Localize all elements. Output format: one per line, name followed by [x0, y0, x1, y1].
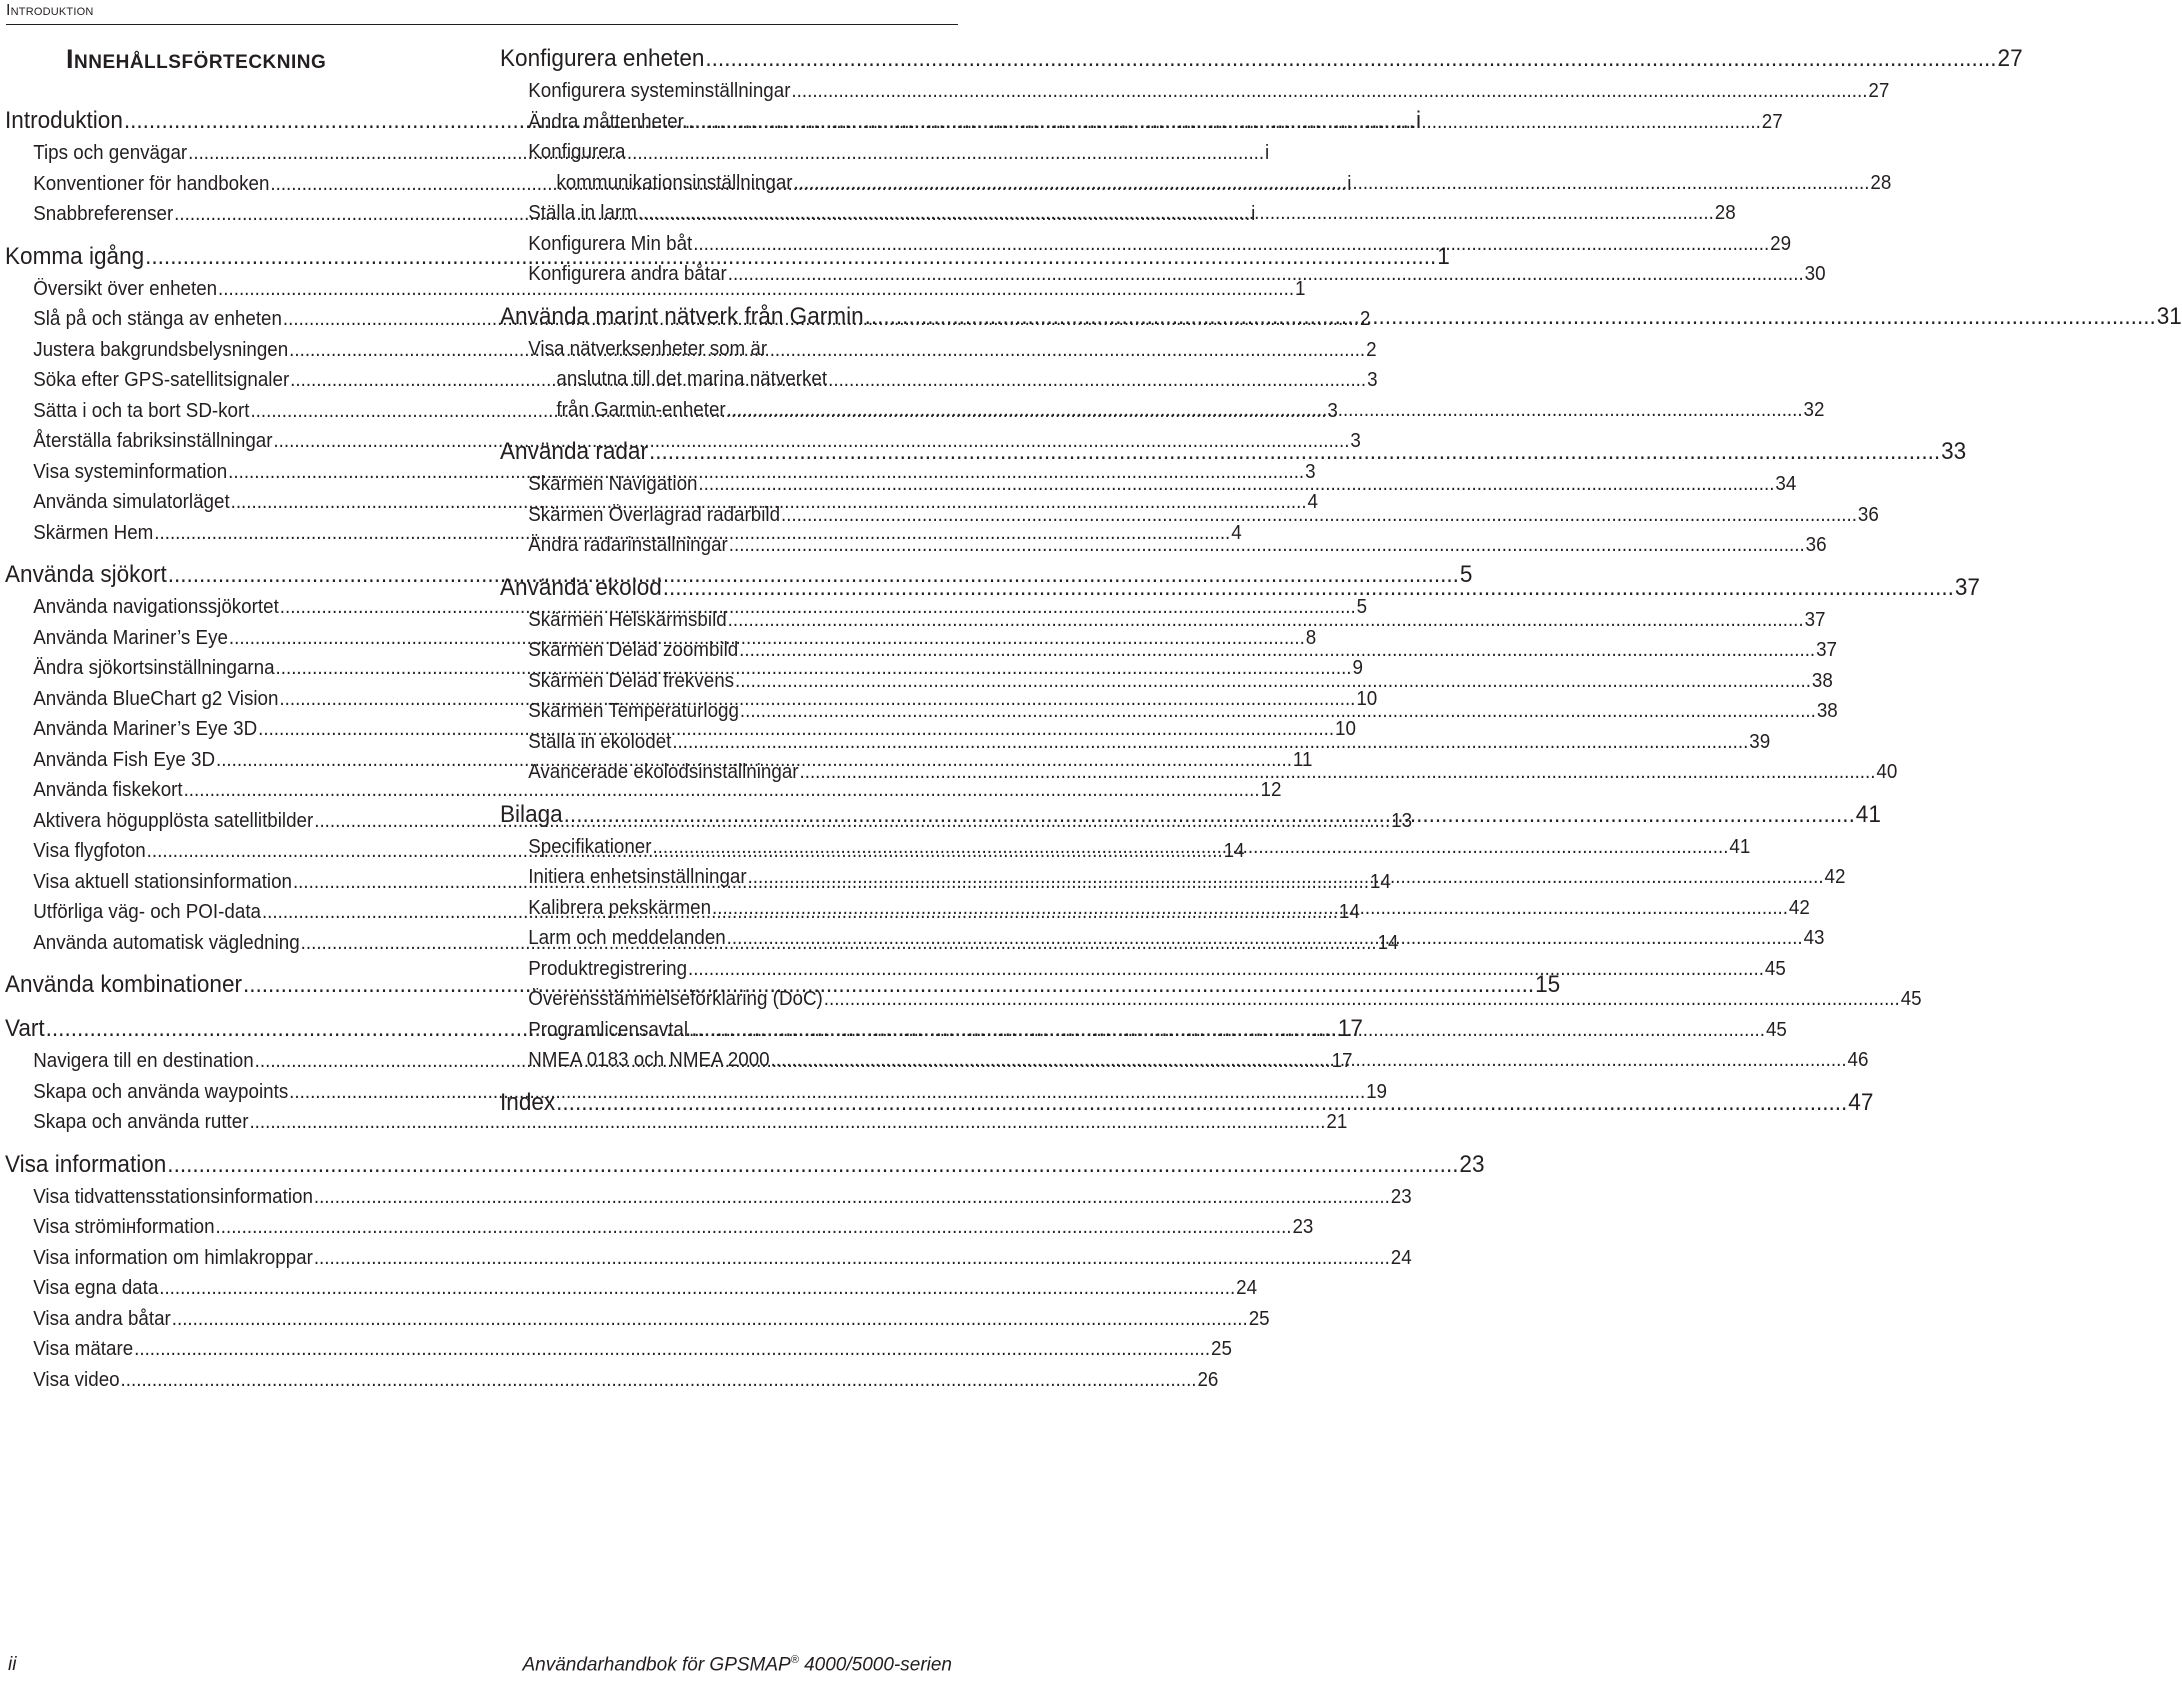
toc-leader-dots — [121, 1365, 1197, 1396]
toc-entry-title: Ändra radarinställningar — [528, 534, 728, 556]
toc-entry-page: 24 — [1236, 1277, 1258, 1299]
toc-entry-page: 25 — [1248, 1307, 1270, 1330]
toc-entry-page: 1 — [1437, 242, 1450, 270]
toc-entry-page: i — [1265, 142, 1270, 164]
toc-entry-page: 30 — [1804, 263, 1826, 285]
toc-entry-title: Skärmen Hem — [33, 521, 154, 544]
toc-leader-dots — [735, 666, 1811, 697]
toc-entry-page: 2 — [1359, 308, 1371, 330]
toc-leader-dots — [728, 605, 1804, 636]
toc-entry-page: 37 — [1954, 573, 1980, 601]
toc-section-entry — [500, 500, 1879, 531]
toc-entry-title: Använda ekolod — [500, 573, 662, 601]
toc-leader-dots — [740, 696, 1816, 727]
toc-entry-title: Använda sjökort — [5, 561, 167, 588]
toc-entry-title: Använda Mariner’s Eye — [33, 626, 228, 649]
toc-entry-title: Specifikationer — [528, 835, 652, 858]
toc-entry-page: 14 — [1223, 840, 1245, 862]
toc-section-entry — [5, 1212, 1314, 1243]
toc-entry-title: Visa video — [33, 1368, 120, 1391]
toc-leader-dots — [314, 1243, 1390, 1274]
toc-entry-page: 3 — [1305, 460, 1316, 483]
toc-entry-title: Komma igång — [5, 242, 145, 270]
toc-entry-title: Konfigurera systeminställningar — [528, 80, 791, 102]
toc-entry-page: 11 — [1292, 748, 1313, 771]
toc-entry-page: 45 — [1764, 957, 1786, 980]
toc-entry-title: Använda simulatorläget — [33, 491, 230, 513]
toc-entry-title: Kalibrera pekskärmen — [528, 896, 712, 919]
toc-entry-page: 27 — [1868, 80, 1890, 102]
toc-leader-dots — [748, 862, 1824, 893]
toc-entry-title: Navigera till en destination — [33, 1050, 254, 1072]
toc-section-entry — [5, 1304, 1270, 1335]
toc-leader-dots — [727, 395, 1803, 426]
toc-leader-dots — [824, 984, 1900, 1015]
toc-entry-page: 4 — [1231, 521, 1242, 544]
toc-leader-dots — [799, 757, 1875, 788]
toc-chapter-entry — [500, 42, 2023, 76]
toc-entry-title: Konfigurera Min båt — [528, 232, 693, 255]
toc-entry-title: Visa nätverksenheter som är — [528, 337, 768, 360]
toc-entry-page: 15 — [1535, 971, 1561, 998]
toc-entry-title: Visa systeminformation — [33, 460, 228, 483]
toc-section-entry — [5, 1273, 1258, 1304]
toc-entry-title: Använda fiskekort — [33, 779, 183, 801]
toc-entry-title: Konfigurera — [528, 141, 626, 163]
toc-entry-page: 42 — [1788, 896, 1810, 919]
toc-entry-title: kommunikationsinställningar — [556, 171, 793, 194]
toc-entry-title: Ändra sjökortsinställningarna — [33, 657, 275, 679]
toc-entry-page: 13 — [1391, 809, 1413, 832]
toc-entry-title: Söka efter GPS-satellitsignaler — [33, 369, 290, 391]
toc-entry-title: Visa aktuell stationsinformation — [33, 870, 293, 893]
toc-leader-dots — [216, 1212, 1292, 1243]
toc-entry-page: 2 — [1366, 338, 1377, 361]
toc-entry-page: 17 — [1331, 1050, 1353, 1072]
toc-entry-page: 10 — [1335, 718, 1356, 740]
toc-entry-page: 37 — [1816, 639, 1838, 661]
toc-section-entry — [500, 666, 1833, 697]
toc-entry-title: Använda automatisk vägledning — [33, 931, 300, 954]
toc-entry-page: i — [1347, 172, 1352, 195]
toc-leader-dots — [649, 435, 1940, 469]
toc-leader-dots — [172, 1304, 1248, 1335]
toc-chapter-entry — [500, 435, 1967, 469]
toc-entry-page: 41 — [1729, 835, 1751, 858]
toc-entry-page: 46 — [1847, 1049, 1869, 1071]
toc-entry-page: 25 — [1211, 1338, 1232, 1360]
toc-chapter-entry — [5, 1148, 1485, 1182]
toc-leader-dots — [739, 635, 1815, 666]
toc-leader-dots — [791, 76, 1867, 107]
toc-entry-title: Visa tidvattensstationsinformation — [33, 1185, 313, 1208]
toc-leader-dots — [728, 259, 1804, 290]
toc-section-entry — [500, 635, 1838, 666]
toc-entry-page: 21 — [1326, 1111, 1348, 1133]
toc-entry-title: Avancerade ekolodsinställningar — [528, 761, 799, 783]
toc-entry-page: 14 — [1338, 901, 1360, 923]
toc-section-entry — [500, 198, 1736, 229]
toc-leader-dots — [689, 1015, 1765, 1046]
toc-entry-page: 3 — [1367, 369, 1378, 391]
toc-leader-dots — [729, 530, 1805, 561]
toc-entry-page: 28 — [1870, 171, 1892, 194]
toc-leader-dots — [865, 300, 2156, 334]
toc-entry-page: 27 — [1997, 45, 2023, 72]
toc-entry-title: Använda navigationssjökortet — [33, 596, 279, 618]
toc-entry-title: Utförliga väg- och POI-data — [33, 901, 262, 923]
toc-entry-title: Konfigurera andra båtar — [528, 263, 727, 285]
toc-entry-title: Skapa och använda waypoints — [33, 1080, 289, 1103]
toc-entry-title: Snabbreferenser — [33, 203, 174, 225]
toc-section-entry — [500, 76, 1890, 107]
toc-leader-dots — [685, 107, 1761, 138]
toc-entry-page: 28 — [1714, 202, 1736, 224]
toc-entry-title: Översikt över enheten — [33, 277, 218, 300]
toc-entry-page: 5 — [1459, 561, 1473, 588]
toc-entry-page: 24 — [1390, 1246, 1412, 1269]
toc-entry-title: Skärmen Delad zoombild — [528, 639, 739, 661]
manual-title-prefix: Användarhandbok för GPSMAP — [522, 1654, 791, 1676]
toc-section-entry — [5, 1365, 1219, 1396]
toc-section-entry — [500, 107, 1783, 138]
toc-entry-page: 45 — [1900, 988, 1922, 1010]
toc-entry-title: Använda radar — [500, 438, 649, 465]
toc-leader-dots — [693, 229, 1769, 260]
toc-entry-title: Sätta i och ta bort SD-kort — [33, 399, 250, 422]
toc-entry-page: 29 — [1770, 232, 1792, 255]
toc-entry-page: 42 — [1824, 866, 1846, 888]
toc-chapter-entry — [500, 300, 2182, 334]
toc-entry-page: 37 — [1804, 608, 1826, 631]
toc-entry-title: Återställa fabriksinställningar — [33, 430, 273, 452]
toc-entry-title: Skärmen Överlagrad radarbild — [528, 503, 781, 526]
toc-entry-page: 3 — [1350, 430, 1361, 452]
toc-entry-title: från Garmin-enheter — [556, 398, 726, 421]
toc-entry-title: Ändra måttenheter — [528, 110, 684, 133]
toc-section-entry — [500, 334, 980, 365]
toc-entry-page: i — [1251, 203, 1256, 225]
toc-entry-page: 5 — [1356, 596, 1368, 618]
toc-section-entry — [5, 1182, 1412, 1213]
toc-entry-title: Justera bakgrundsbelysningen — [33, 338, 289, 361]
toc-entry-title: Använda marint nätverk från Garmin — [500, 302, 864, 330]
toc-entry-title: Visa egna data — [33, 1277, 159, 1299]
toc-section-entry — [500, 530, 1827, 561]
toc-leader-dots — [672, 727, 1748, 758]
toc-entry-title: Programlicensavtal — [528, 1018, 689, 1041]
toc-entry-page: 39 — [1749, 730, 1771, 753]
toc-entry-page: 17 — [1337, 1015, 1363, 1042]
toc-section-entry — [500, 168, 1892, 199]
toc-entry-page: 19 — [1366, 1080, 1388, 1103]
toc-leader-dots — [771, 1045, 1847, 1076]
toc-section-entry — [5, 1334, 1232, 1365]
manual-title — [522, 1654, 952, 1676]
toc-entry-page: 3 — [1327, 399, 1338, 422]
toc-entry-page: 1 — [1294, 277, 1306, 300]
toc-entry-page: 10 — [1356, 687, 1378, 710]
toc-entry-title: Bilaga — [500, 800, 563, 828]
toc-section-entry — [5, 775, 1282, 806]
toc-entry-title: NMEA 0183 och NMEA 2000 — [528, 1049, 770, 1071]
toc-entry-page: 47 — [1848, 1088, 1874, 1116]
toc-entry-page: 43 — [1803, 927, 1825, 949]
toc-entry-title: Skärmen Temperaturlogg — [528, 700, 739, 722]
toc-entry-title: Visa strömінformation — [33, 1216, 215, 1238]
toc-entry-title: Skärmen Navigation — [528, 473, 698, 495]
toc-leader-dots — [688, 954, 1764, 985]
toc-entry-page: 41 — [1855, 800, 1881, 828]
toc-entry-title: Larm och meddelanden — [528, 927, 726, 949]
toc-leader-dots — [167, 1148, 1458, 1182]
running-head: Introduktion — [6, 2, 958, 25]
toc-entry-title: Skärmen Delad frekvens — [528, 669, 735, 692]
toc-entry-page: i — [1415, 107, 1421, 134]
toc-entry-page: 33 — [1941, 438, 1967, 465]
toc-entry-title: Aktivera högupplösta satellitbilder — [33, 809, 314, 832]
toc-entry-page: 9 — [1352, 657, 1363, 679]
toc-entry-page: 34 — [1775, 473, 1797, 495]
toc-entry-title: Skapa och använda rutter — [33, 1111, 249, 1133]
toc-entry-title: Introduktion — [5, 107, 123, 134]
toc-section-entry — [5, 1107, 1348, 1138]
toc-leader-dots — [794, 168, 1870, 199]
toc-entry-title: Vart — [5, 1015, 45, 1042]
toc-entry-title: Använda Fish Eye 3D — [33, 748, 216, 771]
toc-entry-page: 23 — [1390, 1185, 1412, 1208]
toc-entry-page: 26 — [1197, 1368, 1219, 1391]
toc-leader-dots — [712, 893, 1788, 924]
toc-entry-title: Konventioner för handboken — [33, 172, 270, 195]
toc-entry-page: 14 — [1377, 931, 1399, 954]
toc-entry-title: Konfigurera enheten — [500, 45, 705, 72]
toc-leader-dots — [314, 1182, 1390, 1213]
toc-section-entry — [500, 137, 980, 168]
toc-section-entry — [500, 395, 1825, 426]
toc-section-entry — [500, 229, 1792, 260]
toc-entry-page: 27 — [1761, 110, 1783, 133]
toc-entry-title: Använda kombinationer — [5, 971, 243, 998]
registered-mark: ® — [790, 1654, 799, 1666]
toc-leader-dots — [556, 1086, 1847, 1120]
toc-entry-page: 32 — [1803, 398, 1825, 421]
toc-entry-title: Skärmen Helskärmsbild — [528, 608, 727, 631]
toc-leader-dots — [781, 500, 1857, 531]
toc-leader-dots — [698, 469, 1774, 500]
toc-entry-title: Visa mätare — [33, 1338, 134, 1360]
toc-entry-title: Visa information — [5, 1150, 167, 1178]
toc-entry-title: Produktregistrering — [528, 957, 688, 980]
toc-chapter-entry — [500, 571, 1980, 605]
toc-leader-dots — [159, 1273, 1235, 1304]
toc-section-entry — [500, 259, 1826, 290]
toc-leader-dots — [134, 1334, 1210, 1365]
toc-entry-title: Index — [500, 1088, 556, 1116]
toc-entry-title: Slå på och stänga av enheten — [33, 308, 282, 330]
toc-entry-page: 23 — [1292, 1216, 1314, 1238]
toc-leader-dots — [705, 42, 1996, 76]
toc-entry-page: 38 — [1816, 700, 1838, 722]
toc-entry-page: 14 — [1369, 870, 1391, 893]
toc-entry-page: 4 — [1307, 491, 1319, 513]
toc-entry-page: 40 — [1876, 761, 1898, 783]
toc-section-entry — [5, 1243, 1412, 1274]
toc-entry-title: Använda BlueChart g2 Vision — [33, 687, 279, 710]
toc-entry-page: 45 — [1765, 1018, 1787, 1041]
toc-entry-page: 12 — [1260, 779, 1282, 801]
toc-entry-title: Initiera enhetsinställningar — [528, 866, 747, 888]
toc-section-entry — [500, 364, 1008, 395]
toc-entry-title: Visa flygfoton — [33, 840, 146, 862]
toc-section-entry — [500, 469, 1797, 500]
toc-entry-title: Överensstämmelseförklaring (DoC) — [528, 988, 823, 1010]
toc-entry-page: 23 — [1459, 1150, 1485, 1178]
page-number: ii — [8, 1654, 17, 1675]
manual-title-suffix: 4000/5000-serien — [798, 1654, 952, 1676]
toc-entry-title: Använda Mariner’s Eye 3D — [33, 718, 258, 740]
toc-entry-page: 38 — [1811, 669, 1833, 692]
toc-leader-dots — [727, 923, 1803, 954]
page-title: Innehållsförteckning — [66, 44, 327, 74]
toc-entry-title: Tips och genvägar — [33, 142, 188, 164]
toc-entry-page: 8 — [1305, 626, 1317, 649]
toc-leader-dots — [652, 832, 1728, 863]
toc-leader-dots — [638, 198, 1714, 229]
toc-entry-title: Ställa in ekolodet — [528, 730, 672, 753]
toc-entry-title: Visa andra båtar — [33, 1307, 171, 1330]
toc-entry-title: anslutna till det marina nätverket — [556, 368, 828, 390]
toc-section-entry — [500, 605, 1826, 636]
toc-entry-page: 31 — [2156, 302, 2182, 330]
toc-leader-dots — [564, 798, 1855, 832]
toc-entry-title: Visa information om himlakroppar — [33, 1246, 313, 1269]
toc-entry-page: 36 — [1857, 503, 1879, 526]
toc-entry-title: Ställa in larm — [528, 202, 637, 224]
toc-entry-page: 36 — [1805, 534, 1827, 556]
toc-leader-dots — [663, 571, 1954, 605]
